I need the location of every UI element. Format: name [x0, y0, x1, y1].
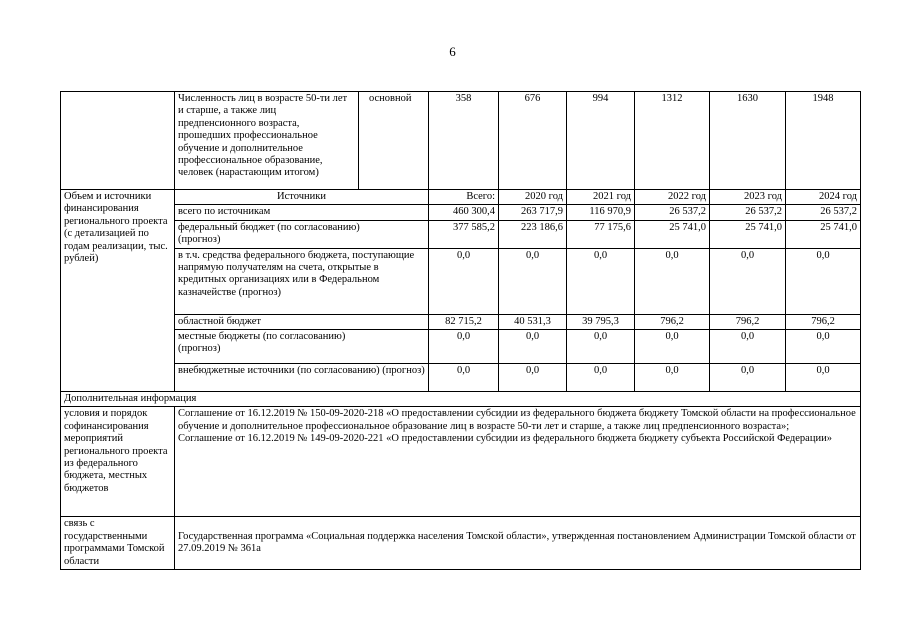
funding-row: [61, 364, 861, 392]
page-number: 6: [449, 44, 456, 59]
program-link-text: Государственная программа «Социальная поддержка населения Томской области», утвержденная постановлением Администрации Томской области от 27.09.2019 № 361а: [175, 517, 861, 570]
funding-value: 26 537,2: [635, 205, 710, 220]
funding-value: 796,2: [710, 314, 786, 329]
additional-info-heading: Дополнительная информация: [61, 392, 861, 407]
funding-value: 796,2: [635, 314, 710, 329]
funding-value: 0,0: [635, 248, 710, 314]
year-header: 2024 год: [786, 190, 861, 205]
funding-row-label: областной бюджет: [175, 314, 429, 329]
funding-value: 26 537,2: [786, 205, 861, 220]
funding-value: 0,0: [635, 364, 710, 392]
agreement-149: Соглашение от 16.12.2019 № 149-09-2020-221 «О предоставлении субсидии из федерального бюджета бюджету субъекта Российской Федерации»: [178, 433, 832, 445]
project-table: [60, 91, 861, 570]
funding-value: 0,0: [567, 330, 635, 364]
funding-value: 0,0: [710, 364, 786, 392]
indicator-empty-cell: [61, 92, 175, 190]
sources-header: Источники: [175, 190, 429, 205]
conditions-row: [61, 407, 861, 517]
conditions-text: [175, 407, 861, 517]
funding-row: [61, 330, 861, 364]
funding-value: 0,0: [499, 330, 567, 364]
funding-row-label: в т.ч. средства федерального бюджета, поступающие напрямую получателям на счета, открытые в кредитных организациях или в Федеральном казначействе (прогноз): [175, 248, 429, 314]
funding-total: 0,0: [429, 248, 499, 314]
funding-row: [61, 314, 861, 329]
funding-row: [61, 220, 861, 248]
indicator-type: основной: [359, 92, 429, 190]
funding-value: 0,0: [710, 248, 786, 314]
funding-value: 40 531,3: [499, 314, 567, 329]
funding-value: 39 795,3: [567, 314, 635, 329]
program-link-label: связь с государственными программами Томской области: [61, 517, 175, 570]
year-header: 2020 год: [499, 190, 567, 205]
funding-row-label: федеральный бюджет (по согласованию) (прогноз): [175, 220, 429, 248]
funding-value: 0,0: [567, 248, 635, 314]
funding-header-row: [61, 190, 861, 205]
funding-value: 25 741,0: [635, 220, 710, 248]
agreement-150: Соглашение от 16.12.2019 № 150-09-2020-218 «О предоставлении субсидии из федерального бюджета бюджету Томской области на профессиональное обучение и дополнительное профессиональное образование лиц в возрасте 50-ти лет и старше, а также лиц предпенсионного возраста»;: [178, 408, 856, 432]
funding-value: 26 537,2: [710, 205, 786, 220]
funding-total: 460 300,4: [429, 205, 499, 220]
funding-section-label: Объем и источники финансирования регионального проекта (с детализацией по годам реализации, тыс. рублей): [61, 190, 175, 392]
funding-value: 0,0: [710, 330, 786, 364]
funding-row: [61, 205, 861, 220]
funding-value: 25 741,0: [786, 220, 861, 248]
indicator-value: 676: [499, 92, 567, 190]
conditions-label: условия и порядок софинансирования мероприятий регионального проекта из федерального бюджета, местных бюджетов: [61, 407, 175, 517]
funding-row-label: всего по источникам: [175, 205, 429, 220]
total-header: Всего:: [429, 190, 499, 205]
indicator-name: Численность лиц в возрасте 50-ти лет и старше, а также лиц предпенсионного возраста, прошедших профессиональное обучение и дополнительное профессиональное образование, человек (нарастающим итогом): [175, 92, 359, 190]
funding-value: 77 175,6: [567, 220, 635, 248]
funding-value: 263 717,9: [499, 205, 567, 220]
indicator-value: 1312: [635, 92, 710, 190]
funding-row-label: местные бюджеты (по согласованию) (прогноз): [175, 330, 429, 364]
funding-value: 796,2: [786, 314, 861, 329]
year-header: 2022 год: [635, 190, 710, 205]
program-link-row: [61, 517, 861, 570]
funding-value: 223 186,6: [499, 220, 567, 248]
funding-value: 0,0: [567, 364, 635, 392]
indicator-row: [61, 92, 861, 190]
funding-value: 0,0: [499, 364, 567, 392]
funding-value: 116 970,9: [567, 205, 635, 220]
funding-value: 0,0: [635, 330, 710, 364]
funding-total: 0,0: [429, 330, 499, 364]
funding-value: 25 741,0: [710, 220, 786, 248]
funding-value: 0,0: [786, 364, 861, 392]
indicator-base: 358: [429, 92, 499, 190]
indicator-value: 1630: [710, 92, 786, 190]
funding-value: 0,0: [499, 248, 567, 314]
additional-info-row: [61, 392, 861, 407]
funding-row-label: внебюджетные источники (по согласованию) (прогноз): [175, 364, 429, 392]
indicator-value: 1948: [786, 92, 861, 190]
funding-total: 0,0: [429, 364, 499, 392]
year-header: 2023 год: [710, 190, 786, 205]
indicator-value: 994: [567, 92, 635, 190]
funding-row: [61, 248, 861, 314]
year-header: 2021 год: [567, 190, 635, 205]
funding-total: 82 715,2: [429, 314, 499, 329]
funding-value: 0,0: [786, 248, 861, 314]
funding-total: 377 585,2: [429, 220, 499, 248]
funding-value: 0,0: [786, 330, 861, 364]
